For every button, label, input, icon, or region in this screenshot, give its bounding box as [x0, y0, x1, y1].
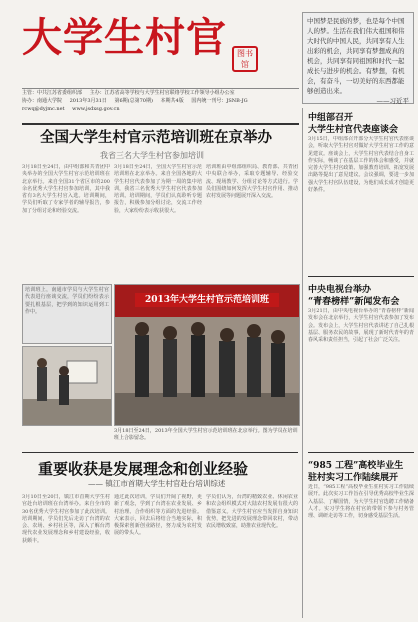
lead-headline: 全国大学生村官示范培训班在京举办	[40, 129, 272, 146]
divider-right2	[308, 452, 414, 453]
info-publisher: 协办：南通大学院	[22, 98, 63, 104]
info-website: www.jsdxsg.gov.cn	[72, 106, 120, 112]
right-section1-text: 3月15日，中组部召开部分大学生村官代表座谈会，听取大学生村官对做好大学生村官工作的意见建议。座谈会上，大学生村官代表结合自身工作实际，畅谈了在基层工作的体会和感受，并就完善大学生村官政策、加强教育培训、拓宽发展出路等提出了意见建议。会议强调，要进一步加强大学生村官队伍建设，为他们成长成才创造更好条件。	[308, 136, 414, 194]
info-issue: 第6期(总第70期)	[114, 98, 153, 104]
info-pages: 本期共4版	[160, 98, 184, 104]
info-sponsor: 主管：中共江苏省委组织部	[22, 90, 83, 96]
left-photo	[22, 346, 112, 426]
masthead-title: 大学生村官	[22, 14, 227, 61]
lead-text-col3: 培训班由中组部组织局、教育部、共青团中央联合举办，采取专题辅导、经验交流、现场教学、分组讨论等方式进行。学员们围绕如何发挥大学生村官作用、推动农村发展等问题展开深入交流。	[206, 164, 298, 200]
left-text-block	[22, 284, 112, 344]
info-cn: 国内统一刊号：JSNB-JG	[191, 98, 248, 104]
right-section1-subtitle: 大学生村官代表座谈会	[308, 125, 399, 135]
right-section1-title: 中组部召开	[308, 113, 354, 123]
lead-text-col1: 3月18日至24日，由中组部和共青团中央举办的全国大学生村官示范培训班在北京举行。来自全国31个省区市的200余名优秀大学生村官参加培训，其中我省有3名大学生村官入选。培训期间，学员们听取了专家学者的辅导报告，参加了分组讨论和经验交流。	[22, 164, 110, 214]
second-text-col3: 学员们认为，台湾的精致农业、休闲农业和农会组织模式对大陆农村发展有很大的借鉴意义。大学生村官应当发挥自身知识优势，把先进的发展理念带回农村，带动农民增收致富，助推农业现代化。	[206, 494, 298, 530]
right-section3-title: “985 工程”高校毕业生	[308, 461, 404, 471]
info-date: 2013年3月31日	[69, 98, 107, 104]
right-section2-text: 3月21日，由中央电视台举办的“青春榜样”新闻发布会在北京举行，大学生村官代表参加了发布会。发布会上，大学生村官代表讲述了自己扎根基层、服务农民的故事，展现了新时代青年的青春风采和责任担当，引起了社会广泛关注。	[308, 308, 414, 344]
column-divider	[302, 108, 303, 618]
lead-photo-caption: 3月18日至24日，2013年全国大学生村官示范培训班在北京举行。图为学员在培训班上合影留念。	[114, 428, 298, 441]
quote-text: 中国梦是民族的梦，也是每个中国人的梦。生活在我们伟大祖国和伟大时代的中国人民，共同享有人生出彩的机会，共同享有梦想成真的机会，共同享有同祖国和时代一起成长与进步的机会。有梦想，有机会，有奋斗，一切美好的东西都能够创造出来。	[307, 17, 405, 95]
left-photo-image	[23, 347, 111, 425]
lead-text-col2: 3月18日至24日，全国大学生村官示范培训班在北京举办。来自全国各地的大学生村官代表参加了为期一周的集中培训，我省三名优秀大学生村官代表参加培训。培训期间，学员们认真聆听专题报告，积极参加分组讨论，交流工作经验，大家纷纷表示收获很大。	[114, 164, 202, 214]
right-section3-subtitle: 驻村实习工作陆续展开	[308, 473, 399, 483]
second-headline: 重要收获是发展理念和创业经验	[38, 460, 249, 478]
divider-right1	[308, 276, 414, 277]
masthead-seal-icon: 图书馆	[232, 46, 258, 72]
quote-box	[302, 12, 414, 104]
info-bar	[22, 88, 299, 125]
right-section2-subtitle: “青春榜样”新闻发布会	[308, 297, 400, 307]
left-photo-caption: 培训班上，南通市学员与大学生村官代表进行座谈交流，学员们纷纷表示要扎根基层，把学到的知识运用到工作中。	[25, 287, 109, 315]
lead-subhead: 我省三名大学生村官参加培训	[100, 151, 204, 160]
second-subhead: —— 镇江市首期大学生村官赴台培训综述	[88, 479, 226, 488]
lead-photo-banner: 2013年大学生村官示范培训班	[135, 293, 279, 307]
second-text-col1: 3月10日至20日，镇江市首期大学生村官赴台培训班在台湾举办。来自全市的30名优秀大学生村官参加了此次培训。培训期间，学员们先后走访了台湾的农会、农场、乡村社区等，深入了解台湾现代农业发展理念和乡村建设经验，收获颇丰。	[22, 494, 110, 544]
right-section3-text: 近日，“985工程”高校毕业生驻村实习工作陆续展开。此次实习工作旨在引导优秀高校毕业生深入基层、了解国情，为大学生村官选聘工作储备人才。实习学生将在村官的带领下参与村务管理、调研走访等工作，切身感受基层生活。	[308, 484, 414, 520]
quote-attribution: ——习近平	[376, 97, 409, 105]
lead-photo	[114, 284, 300, 426]
info-email: rcwq@dyjmc.net	[22, 106, 65, 112]
info-editor-unit: 主办：江苏省高等学校与大学生村官联络学校工作领导小组办公室	[89, 90, 235, 96]
second-text-col2: 通过此次培训，学员们开阔了视野，更新了观念，学到了台湾在农业发展、乡村治理、合作组织等方面的先进经验。大家表示，回去后将结合当地实际，积极探索创新创业路径，努力成为农村发展的带头人。	[114, 494, 202, 537]
right-section2-title: 中央电视台举办	[308, 285, 372, 295]
divider-second-story	[22, 452, 298, 453]
